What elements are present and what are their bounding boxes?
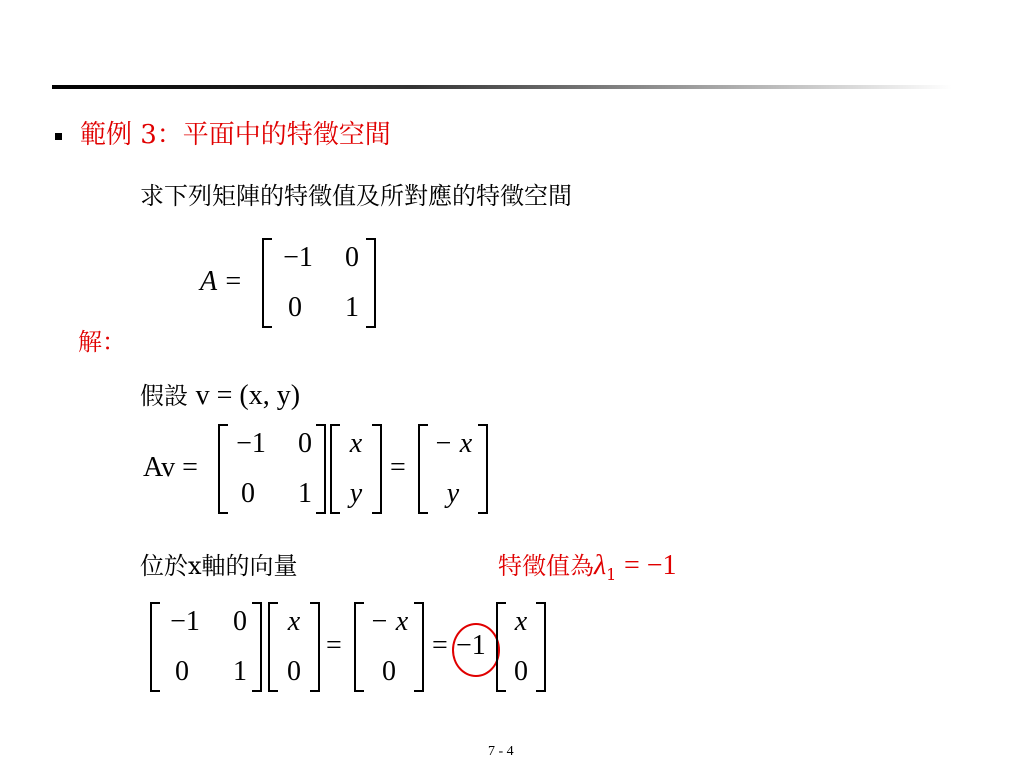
eigenvalue-statement: [498, 546, 677, 584]
eq2-result-top: − x: [369, 606, 409, 637]
av-matrix-cell-10: 0: [241, 478, 255, 509]
eq2-matrix-cell-01: 0: [233, 606, 247, 637]
lambda-subscript: 1: [606, 565, 617, 584]
eq2-matrix-cell-00: −1: [170, 606, 200, 637]
lambda-symbol: λ: [594, 550, 607, 581]
assumption-line: [140, 376, 300, 412]
eq2-eigenvector-x: x: [514, 606, 528, 637]
lambda-value: = −1: [623, 550, 677, 581]
av-matrix-cell-00: −1: [236, 428, 266, 459]
av-matrix-cell-01: 0: [298, 428, 312, 459]
eigenvalue-scalar: −1: [456, 630, 486, 661]
matrix-a-cell-11: 1: [345, 292, 359, 323]
matrix-a-cell-10: 0: [288, 292, 302, 323]
problem-prompt: 求下列矩陣的特徵值及所對應的特徵空間: [140, 182, 572, 210]
eigenvalue-label: 特徵值為: [498, 552, 594, 580]
x-axis-vector-label: 位於x軸的向量: [140, 552, 298, 580]
eq2-matrix-cell-10: 0: [175, 656, 189, 687]
av-result-bottom: y: [446, 478, 460, 509]
bullet-marker: [55, 133, 62, 140]
matrix-a-label: A =: [200, 266, 243, 297]
eq2-result-bottom: 0: [382, 656, 396, 687]
eq2-equals-1: =: [326, 630, 342, 661]
eq2-vector-zero: 0: [287, 656, 301, 687]
av-matrix-cell-11: 1: [298, 478, 312, 509]
matrix-a-cell-01: 0: [345, 242, 359, 273]
page-number: 7 - 4: [488, 744, 514, 759]
av-vector-x: x: [349, 428, 363, 459]
assume-label: 假設: [140, 382, 188, 410]
av-equals: =: [390, 452, 406, 483]
eq2-eigenvector-zero: 0: [514, 656, 528, 687]
eq2-matrix-cell-11: 1: [233, 656, 247, 687]
av-vector-y: y: [349, 478, 363, 509]
header-rule: [52, 85, 952, 89]
matrix-a-cell-00: −1: [283, 242, 313, 273]
av-label: Av =: [143, 452, 198, 483]
av-result-top: − x: [433, 428, 473, 459]
eq2-equals-2: =: [432, 630, 448, 661]
assume-expression: v = (x, y): [195, 380, 301, 411]
solution-label: 解：: [78, 328, 126, 356]
eq2-vector-x: x: [287, 606, 301, 637]
slide-heading: 範例 3：平面中的特徵空間: [80, 120, 391, 150]
